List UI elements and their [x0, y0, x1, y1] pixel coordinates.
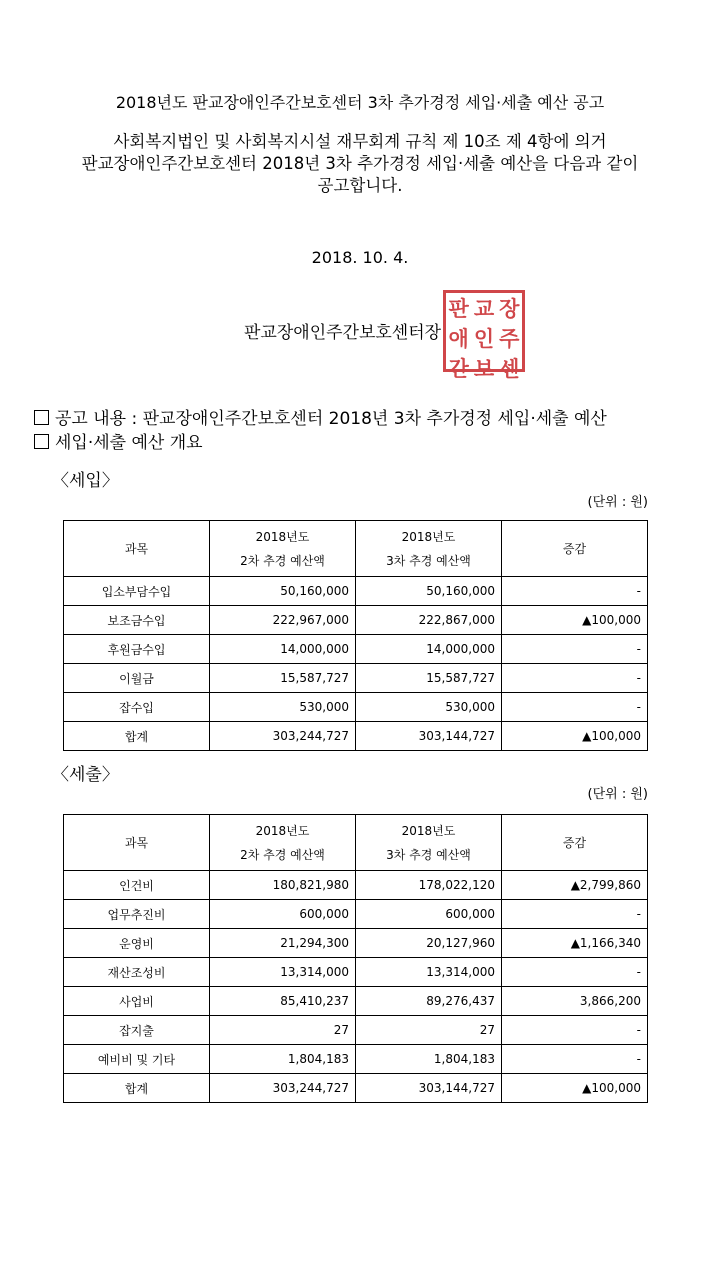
table-row: [64, 1074, 648, 1103]
issuer-name: 판교장애인주간보호센터장: [244, 323, 442, 343]
row-subject: 업무추진비: [64, 900, 210, 929]
row-subject: 보조금수입: [64, 606, 210, 635]
row-subject: 운영비: [64, 929, 210, 958]
row-change: -: [502, 1045, 648, 1074]
row-prev-amount: 600,000: [210, 900, 356, 929]
seal-char: 센: [499, 357, 520, 381]
intro-line: 공고합니다.: [317, 176, 403, 195]
row-prev-amount: 13,314,000: [210, 958, 356, 987]
table-row: [64, 693, 648, 722]
header-prev-budget: [210, 815, 356, 871]
row-subject: 후원금수입: [64, 635, 210, 664]
row-subject: 사업비: [64, 987, 210, 1016]
content-line-text: 공고 내용 : 판교장애인주간보호센터 2018년 3차 추가경정 세입·세출 예산: [55, 409, 607, 429]
row-prev-amount: 85,410,237: [210, 987, 356, 1016]
row-change: -: [502, 1016, 648, 1045]
header-subject: 과목: [64, 815, 210, 871]
table-row: [64, 1016, 648, 1045]
row-curr-amount: 303,144,727: [356, 722, 502, 751]
seal-char: 교: [473, 297, 495, 321]
table-header-row: [64, 521, 648, 577]
revenue-label: 〈세입〉: [52, 471, 119, 491]
seal-char: 장: [499, 297, 520, 321]
checkbox-square-icon: [34, 434, 49, 449]
row-subject: 입소부담수입: [64, 577, 210, 606]
row-curr-amount: 15,587,727: [356, 664, 502, 693]
row-prev-amount: 303,244,727: [210, 722, 356, 751]
table-row: [64, 1045, 648, 1074]
table-row: [64, 722, 648, 751]
row-curr-amount: 178,022,120: [356, 871, 502, 900]
notice-title: 2018년도 판교장애인주간보호센터 3차 추가경정 세입·세출 예산 공고: [115, 93, 605, 112]
header-change: 증감: [502, 815, 648, 871]
row-prev-amount: 15,587,727: [210, 664, 356, 693]
row-subject: 이월금: [64, 664, 210, 693]
header-prev-budget: [210, 521, 356, 577]
expense-unit: (단위 : 원): [587, 787, 648, 802]
row-subject: 합계: [64, 1074, 210, 1103]
row-subject: 합계: [64, 722, 210, 751]
row-prev-amount: 21,294,300: [210, 929, 356, 958]
table-row: [64, 900, 648, 929]
overview-line: [34, 428, 203, 453]
table-row: [64, 871, 648, 900]
row-change: ▲1,166,340: [502, 929, 648, 958]
table-row: [64, 577, 648, 606]
header-curr-budget: [356, 521, 502, 577]
content-line: [34, 404, 607, 429]
header-prev-line1: 2018년도: [255, 823, 310, 838]
table-row: [64, 664, 648, 693]
notice-date: 2018. 10. 4.: [311, 248, 409, 267]
row-change: -: [502, 577, 648, 606]
row-curr-amount: 89,276,437: [356, 987, 502, 1016]
seal-char: 애: [448, 327, 469, 351]
table-row: [64, 958, 648, 987]
header-curr-line1: 2018년도: [401, 823, 456, 838]
row-subject: 인건비: [64, 871, 210, 900]
row-change: -: [502, 958, 648, 987]
row-curr-amount: 20,127,960: [356, 929, 502, 958]
row-subject: 잡지출: [64, 1016, 210, 1045]
expense-label: 〈세출〉: [52, 765, 119, 785]
row-prev-amount: 180,821,980: [210, 871, 356, 900]
row-prev-amount: 303,244,727: [210, 1074, 356, 1103]
seal-char: 주: [499, 327, 520, 351]
header-curr-line1: 2018년도: [401, 529, 456, 544]
seal-char: 인: [473, 327, 495, 351]
seal-char: 판: [448, 297, 469, 321]
table-row: [64, 929, 648, 958]
table-row: [64, 635, 648, 664]
row-curr-amount: 222,867,000: [356, 606, 502, 635]
row-prev-amount: 1,804,183: [210, 1045, 356, 1074]
header-curr-line2: 3차 추경 예산액: [386, 847, 471, 862]
row-subject: 예비비 및 기타: [64, 1045, 210, 1074]
row-prev-amount: 27: [210, 1016, 356, 1045]
row-curr-amount: 27: [356, 1016, 502, 1045]
header-curr-budget: [356, 815, 502, 871]
row-change: 3,866,200: [502, 987, 648, 1016]
row-change: -: [502, 664, 648, 693]
seal-char: 보: [473, 357, 495, 381]
header-change: 증감: [502, 521, 648, 577]
revenue-table: [63, 520, 648, 751]
row-subject: 잡수입: [64, 693, 210, 722]
row-change: -: [502, 900, 648, 929]
row-curr-amount: 14,000,000: [356, 635, 502, 664]
row-curr-amount: 303,144,727: [356, 1074, 502, 1103]
overview-line-text: 세입·세출 예산 개요: [55, 433, 203, 453]
header-subject: 과목: [64, 521, 210, 577]
row-change: ▲2,799,860: [502, 871, 648, 900]
table-header-row: [64, 815, 648, 871]
notice-intro: [0, 131, 720, 197]
row-curr-amount: 600,000: [356, 900, 502, 929]
header-prev-line2: 2차 추경 예산액: [240, 553, 325, 568]
intro-line: 판교장애인주간보호센터 2018년 3차 추가경정 세입·세출 예산을 다음과 같이: [81, 154, 639, 173]
table-row: [64, 606, 648, 635]
checkbox-square-icon: [34, 410, 49, 425]
row-prev-amount: 530,000: [210, 693, 356, 722]
header-curr-line2: 3차 추경 예산액: [386, 553, 471, 568]
row-subject: 재산조성비: [64, 958, 210, 987]
official-seal-stamp: [443, 290, 525, 381]
row-prev-amount: 14,000,000: [210, 635, 356, 664]
row-change: -: [502, 635, 648, 664]
row-change: ▲100,000: [502, 606, 648, 635]
row-prev-amount: 50,160,000: [210, 577, 356, 606]
row-prev-amount: 222,967,000: [210, 606, 356, 635]
row-curr-amount: 1,804,183: [356, 1045, 502, 1074]
expense-table: [63, 814, 648, 1103]
row-change: ▲100,000: [502, 722, 648, 751]
intro-line: 사회복지법인 및 사회복지시설 재무회계 규칙 제 10조 제 4항에 의거: [113, 132, 607, 151]
seal-char: 간: [448, 357, 469, 381]
row-curr-amount: 50,160,000: [356, 577, 502, 606]
row-curr-amount: 530,000: [356, 693, 502, 722]
revenue-unit: (단위 : 원): [587, 495, 648, 510]
table-row: [64, 987, 648, 1016]
row-curr-amount: 13,314,000: [356, 958, 502, 987]
header-prev-line2: 2차 추경 예산액: [240, 847, 325, 862]
row-change: ▲100,000: [502, 1074, 648, 1103]
header-prev-line1: 2018년도: [255, 529, 310, 544]
row-change: -: [502, 693, 648, 722]
